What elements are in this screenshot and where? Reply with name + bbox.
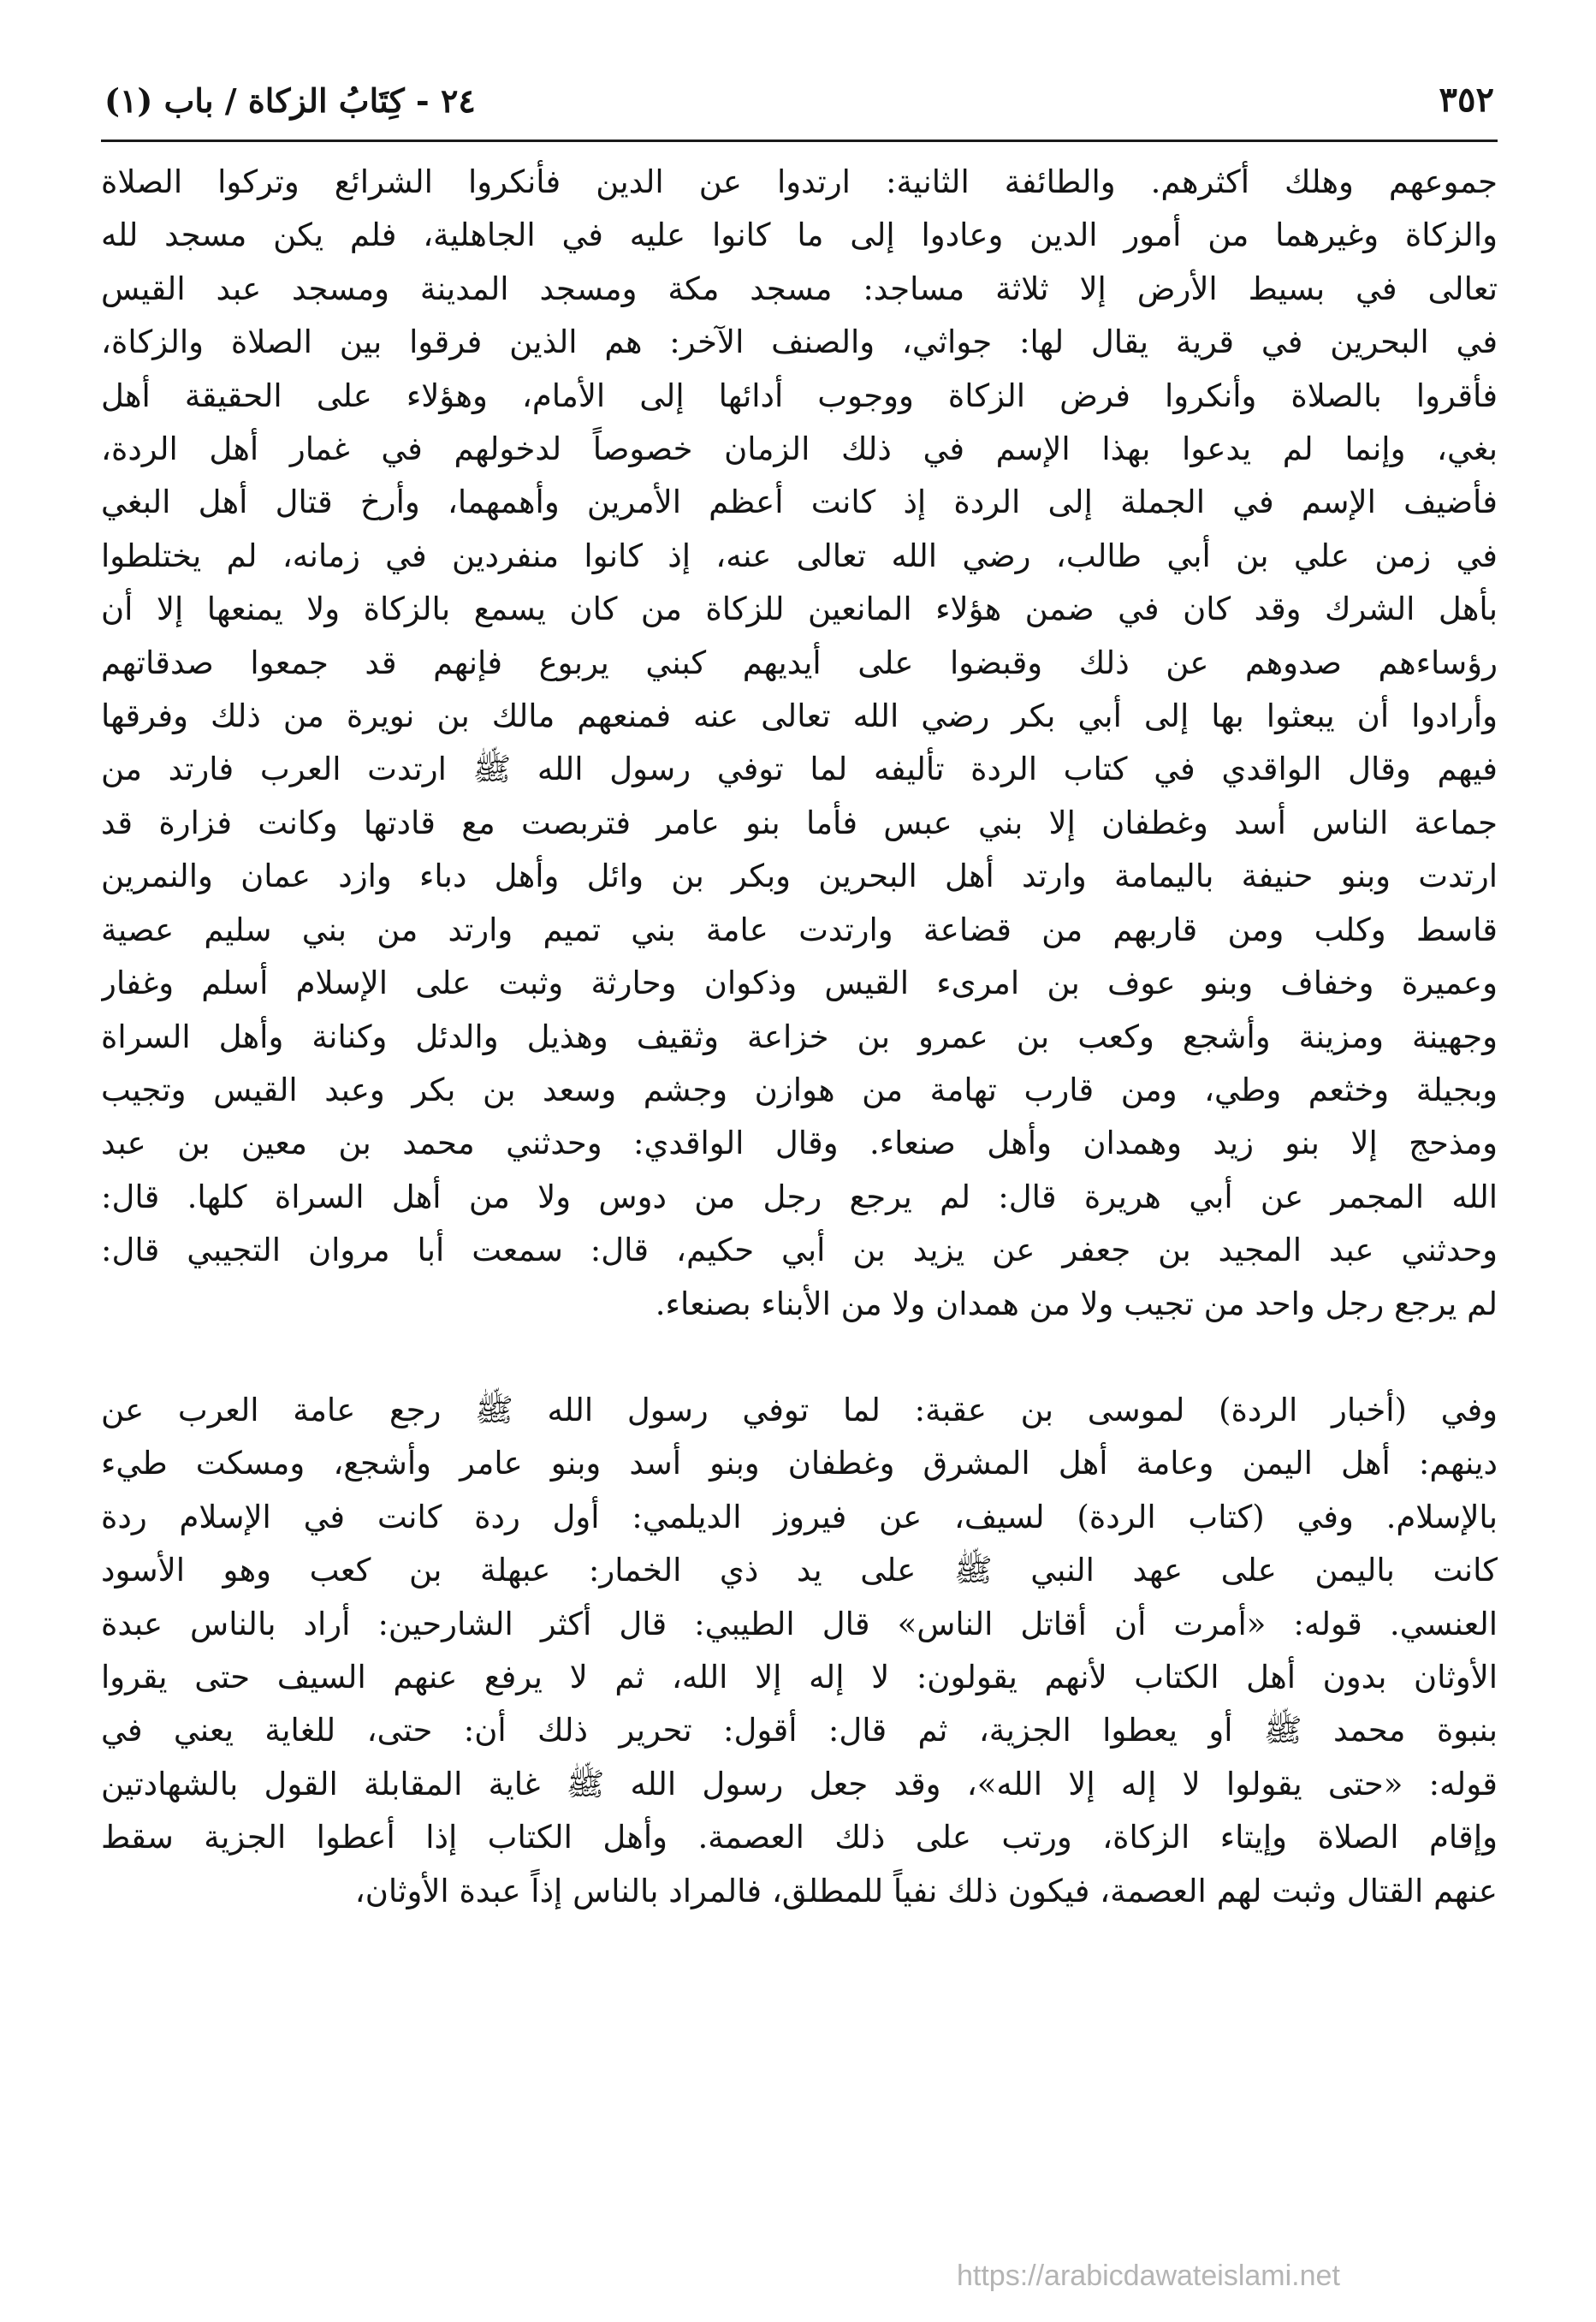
text-line: جماعة الناس أسد وغطفان إلا بني عبس فأما بنو عامر فتربصت مع قادتها وكانت فزارة قد — [101, 804, 1498, 841]
text-line: قاسط وكلب ومن قاربهم من قضاعة وارتدت عامة بني تميم وارتد من بني سليم عصية — [101, 911, 1498, 948]
text-line: كانت باليمن على عهد النبي ﷺ على يد ذي الخمار: عبهلة بن كعب وهو الأسود — [101, 1552, 1498, 1589]
text-line: ومذحج إلا بنو زيد وهمدان وأهل صنعاء. وقال الواقدي: وحدثني محمد بن معين بن عبد — [101, 1125, 1498, 1162]
text-line: العنسي. قوله: «أمرت أن أقاتل الناس» قال الطيبي: قال أكثر الشارحين: أراد بالناس عبدة — [101, 1605, 1498, 1642]
text-line: وبجيلة وخثعم وطي، ومن قارب تهامة من هوازن وجشم وسعد بن بكر وعبد القيس وتجيب — [101, 1071, 1498, 1108]
text-line: ارتدت وبنو حنيفة باليمامة وارتد أهل البحرين وبكر بن وائل وأهل دباء وازد عمان والنمرين — [101, 858, 1498, 895]
text-line: بأهل الشرك وقد كان في ضمن هؤلاء المانعين للزكاة من كان يسمع بالزكاة ولا يمنعها إلا أن — [101, 591, 1498, 628]
text-line: وأرادوا أن يبعثوا بها إلى أبي بكر رضي الله تعالى عنه فمنعهم مالك بن نويرة من ذلك وفرقها — [101, 698, 1498, 735]
text-line: وعميرة وخفاف وبنو عوف بن امرىء القيس وذكوان وحارثة وثبت على الإسلام أسلم وغفار — [101, 965, 1498, 1002]
text-line: في زمن علي بن أبي طالب، رضي الله تعالى عنه، إذ كانوا منفردين في زمانه، لم يختلطوا — [101, 537, 1498, 574]
text-line: دينهم: أهل اليمن وعامة أهل المشرق وغطفان وبنو أسد وبنو عامر وأشجع، ومسكت طيء — [101, 1445, 1498, 1482]
text-line: رؤساءهم صدوهم عن ذلك وقبضوا على أيديهم كبني يربوع فإنهم قد جمعوا صدقاتهم — [101, 644, 1498, 681]
text-line: فأضيف الإسم في الجملة إلى الردة إذ كانت أعظم الأمرين وأهمهما، وأرخ قتال أهل البغي — [101, 484, 1498, 521]
text-line: فيهم وقال الواقدي في كتاب الردة تأليفه لما توفي رسول الله ﷺ ارتدت العرب فارتد من — [101, 751, 1498, 788]
book-page — [101, 73, 1498, 2298]
running-title: ٢٤ - كِتَابُ الزكاة / باب (١) — [104, 81, 476, 120]
text-line: بنبوة محمد ﷺ أو يعطوا الجزية، ثم قال: أقول: تحرير ذلك أن: حتى، للغاية يعني في — [101, 1712, 1498, 1749]
text-line: بغي، وإنما لم يدعوا بهذا الإسم في ذلك الزمان خصوصاً لدخولهم في غمار أهل الردة، — [101, 431, 1498, 468]
page-number: ٣٥٢ — [1439, 80, 1494, 120]
text-line: جموعهم وهلك أكثرهم. والطائفة الثانية: ارتدوا عن الدين فأنكروا الشرائع وتركوا الصلاة — [101, 163, 1498, 200]
paragraph-riddah-factions — [101, 156, 1498, 1331]
text-line: لم يرجع رجل واحد من تجيب ولا من همدان ولا من الأبناء بصنعاء. — [655, 1285, 1498, 1322]
text-line: فأقروا بالصلاة وأنكروا فرض الزكاة ووجوب أدائها إلى الأمام، وهؤلاء على الحقيقة أهل — [101, 377, 1498, 414]
text-line: وحدثني عبد المجيد بن جعفر عن يزيد بن أبي حكيم، قال: سمعت أبا مروان التجيبي قال: — [101, 1232, 1498, 1269]
text-line: قوله: «حتى يقولوا لا إله إلا الله»، وقد جعل رسول الله ﷺ غاية المقابلة القول بالشهادتين — [101, 1765, 1498, 1802]
text-line: وإقام الصلاة وإيتاء الزكاة، ورتب على ذلك العصمة. وأهل الكتاب إذا أعطوا الجزية سقط — [101, 1819, 1498, 1856]
page-header — [101, 73, 1498, 142]
paragraph-riddah-commentary — [101, 1384, 1498, 1918]
text-line: الله المجمر عن أبي هريرة قال: لم يرجع رجل من دوس ولا من أهل السراة كلها. قال: — [101, 1178, 1498, 1215]
text-line: والزكاة وغيرهما من أمور الدين وعادوا إلى ما كانوا عليه في الجاهلية، فلم يكن مسجد لله — [101, 217, 1498, 254]
text-line: في البحرين في قرية يقال لها: جواثي، والصنف الآخر: هم الذين فرقوا بين الصلاة والزكاة، — [101, 324, 1498, 361]
text-line: الأوثان بدون أهل الكتاب لأنهم يقولون: لا إله إلا الله، ثم لا يرفع عنهم السيف حتى يقروا — [101, 1658, 1498, 1695]
text-line: بالإسلام. وفي (كتاب الردة) لسيف، عن فيروز الديلمي: أول ردة كانت في الإسلام ردة — [101, 1498, 1498, 1535]
text-line: وفي (أخبار الردة) لموسى بن عقبة: لما توفي رسول الله ﷺ رجع عامة العرب عن — [101, 1391, 1498, 1428]
text-line: وجهينة ومزينة وأشجع وكعب بن عمرو بن خزاعة وثقيف وهذيل والدئل وكنانة وأهل السراة — [101, 1018, 1498, 1055]
text-line: عنهم القتال وثبت لهم العصمة، فيكون ذلك نفياً للمطلق، فالمراد بالناس إذاً عبدة الأوثان، — [354, 1872, 1498, 1909]
text-line: تعالى في بسيط الأرض إلا ثلاثة مساجد: مسجد مكة ومسجد المدينة ومسجد عبد القيس — [101, 270, 1498, 307]
source-watermark: https://arabicdawateislami.net — [957, 2260, 1340, 2292]
